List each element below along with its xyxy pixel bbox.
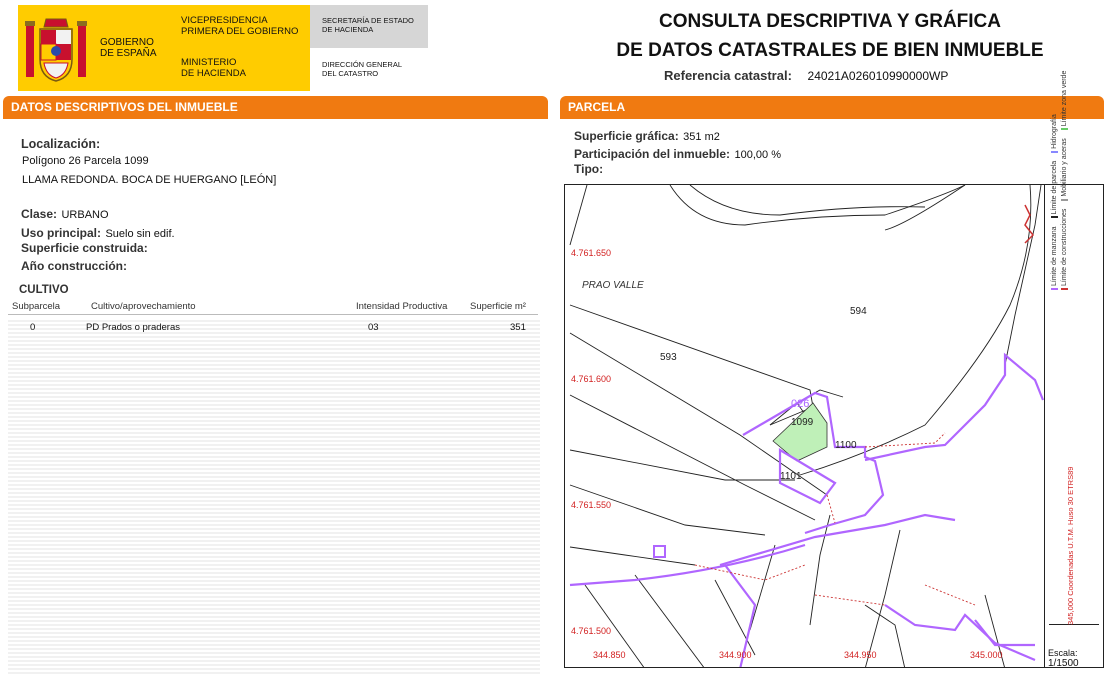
- participacion-row: [574, 145, 781, 163]
- cultivo-title: CULTIVO: [19, 284, 69, 296]
- col-subparcela: Subparcela: [12, 301, 61, 312]
- referencia-catastral: [664, 68, 948, 83]
- parcel-label-593: 593: [660, 352, 677, 363]
- superficie-grafica-row: [574, 127, 720, 145]
- parcela-header: PARCELA: [560, 96, 1104, 119]
- participacion-value: 100,00 %: [734, 149, 781, 161]
- cell-intensidad: 03: [368, 322, 379, 333]
- y-label-2: 4.761.600: [571, 374, 612, 384]
- clase-row: [21, 205, 109, 223]
- referencia-label: Referencia catastral:: [664, 68, 792, 83]
- uso-row: [21, 224, 175, 242]
- secretaria-label: SECRETARÍA DE ESTADO DE HACIENDA: [322, 16, 414, 34]
- superficie-grafica-value: 351 m2: [683, 131, 720, 143]
- anio-construccion-label: Año construcción:: [21, 259, 128, 273]
- col-cultivo: Cultivo/aprovechamiento: [91, 301, 196, 312]
- y-label-3: 4.761.550: [571, 500, 612, 510]
- cultivo-table-background: [8, 318, 540, 674]
- legend-zona-verde: Límite zona verde: [1061, 71, 1068, 131]
- participacion-label: Participación del inmueble:: [574, 147, 731, 161]
- parcel-label-594: 594: [850, 306, 867, 317]
- tipo-label: Tipo:: [574, 162, 604, 176]
- localizacion-label: Localización:: [21, 137, 101, 151]
- building-square: [654, 546, 665, 557]
- x-label-1: 344.850: [593, 650, 626, 660]
- legend-construcciones: Límite de construcciones: [1061, 209, 1068, 290]
- localizacion-line2: LLAMA REDONDA. BOCA DE HUERGANO [LEÓN]: [22, 174, 277, 186]
- y-label-4: 4.761.500: [571, 626, 612, 636]
- col-intensidad: Intensidad Productiva: [356, 301, 448, 312]
- coat-of-arms-icon: [24, 11, 88, 85]
- cell-cultivo: PD Prados o praderas: [86, 322, 180, 333]
- ministerio-label: MINISTERIO DE HACIENDA: [181, 57, 246, 79]
- coords-note: 345,000 Coordenadas U.T.M. Huso 30 ETRS89: [1066, 466, 1075, 625]
- parcel-label-1100: 1100: [835, 440, 857, 451]
- legend-col1: [1051, 114, 1058, 290]
- gobierno-espana-label: GOBIERNO DE ESPAÑA: [100, 37, 157, 59]
- legend-mobiliario: Mobiliario y aceras: [1061, 138, 1068, 200]
- referencia-value: 24021A026010990000WP: [807, 69, 949, 83]
- uso-value: Suelo sin edif.: [105, 228, 175, 240]
- x-label-3: 344.950: [844, 650, 877, 660]
- document-title: CONSULTA DESCRIPTIVA Y GRÁFICA DE DATOS CATASTRALES DE BIEN INMUEBLE: [616, 11, 1044, 61]
- x-label-4: 345.000: [970, 650, 1003, 660]
- cadastral-map[interactable]: [564, 184, 1104, 668]
- cultivo-table-header: [8, 299, 538, 315]
- parcel-label-026: 026: [791, 398, 810, 410]
- parcel-label-1101: 1101: [780, 471, 802, 482]
- escala-label: Escala:: [1048, 648, 1078, 658]
- uso-label: Uso principal:: [21, 226, 102, 240]
- localizacion-line1: Polígono 26 Parcela 1099: [22, 155, 149, 167]
- cell-superficie: 351: [510, 322, 526, 333]
- gobierno-logo-block: [18, 5, 310, 91]
- superficie-construida-label: Superficie construida:: [21, 241, 148, 255]
- direccion-catastro-label: DIRECCIÓN GENERAL DEL CATASTRO: [322, 60, 403, 78]
- clase-value: URBANO: [61, 209, 109, 221]
- legend-col2: [1061, 71, 1068, 290]
- col-superficie: Superficie m²: [470, 301, 526, 312]
- parcel-label-1099: 1099: [791, 417, 814, 428]
- cell-subparcela: 0: [30, 322, 36, 333]
- place-name-label: PRAO VALLE: [582, 280, 644, 291]
- map-canvas: [565, 185, 1104, 668]
- legend-hidrografia: Hidrografía: [1051, 114, 1058, 153]
- legend-parcela: Límite de parcela: [1051, 161, 1058, 219]
- y-label-1: 4.761.650: [571, 248, 612, 258]
- x-label-2: 344.900: [719, 650, 752, 660]
- superficie-grafica-label: Superficie gráfica:: [574, 129, 679, 143]
- vicepresidencia-label: VICEPRESIDENCIA PRIMERA DEL GOBIERNO: [181, 15, 299, 37]
- escala-value: 1/1500: [1048, 658, 1079, 669]
- datos-descriptivos-header: DATOS DESCRIPTIVOS DEL INMUEBLE: [3, 96, 548, 119]
- clase-label: Clase:: [21, 207, 58, 221]
- legend-manzana: Límite de manzana: [1051, 226, 1058, 290]
